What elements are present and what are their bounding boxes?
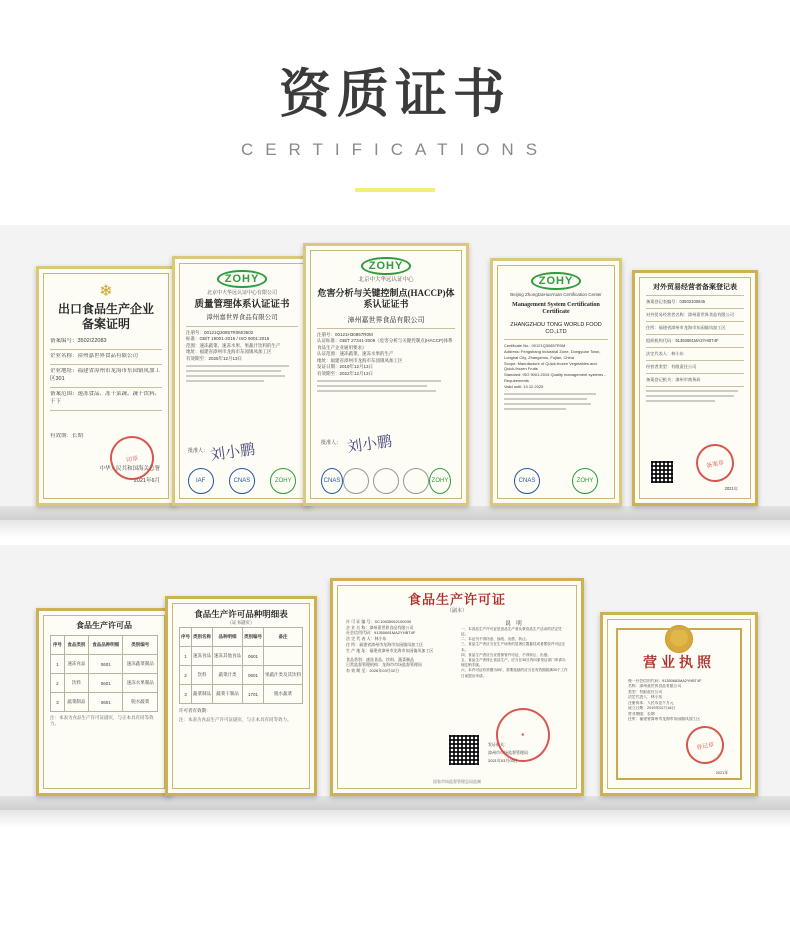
cert-title: 出口食品生产企业	[57, 302, 154, 316]
cert-title-2: 备案证明	[81, 317, 130, 331]
page-header	[0, 0, 790, 225]
dense-text-block	[646, 390, 744, 402]
certificate-management-system-en[interactable]	[490, 258, 622, 506]
table-cell	[264, 647, 303, 666]
shelf-top-shadow	[0, 520, 790, 538]
certificate-license-detail-right[interactable]	[165, 596, 317, 796]
table-header-cell: 食品类别	[64, 636, 88, 655]
table-cell: 2	[51, 674, 65, 693]
cert-field: 生 产 地 址：福建省漳州市龙海市东园镇凤加工区	[346, 647, 434, 653]
cert-field: 住 所：福建省漳州市龙海市东园镇凤加工区	[346, 641, 424, 647]
cert-line: Address: Fengshang Industrial Zone, Dongyuan Town, Longhai City, Zhangzhou, Fujian, China	[504, 348, 601, 360]
cert-title: 食品生产许可证	[407, 592, 506, 607]
cert-field: 社会信用代码：91350681MA2YHBT4F	[346, 630, 416, 636]
cert-field: 企 业 名 称：漳州嘉世界食品有限公司	[346, 624, 414, 630]
ms-mark-icon	[403, 468, 429, 494]
page-subtitle: CERTIFICATIONS	[240, 140, 550, 159]
cert-line: 备案登记表编号：03502100845	[646, 298, 706, 304]
ms-mark-icon	[343, 468, 369, 494]
cert-line: 注册号：00121Q30857R0M/3502	[186, 329, 254, 335]
ms-mark-icon	[373, 468, 399, 494]
signature: 刘小鹏	[209, 441, 257, 465]
shelf-bottom-shadow	[0, 810, 790, 828]
cert-line: 名称：漳州嘉世界食品有限公司	[628, 684, 682, 688]
certificate-business-license[interactable]	[600, 612, 758, 796]
table-header-row	[180, 628, 303, 647]
table-cell: 速冻食品	[192, 647, 213, 666]
table-header-cell: 食品品种明细	[88, 636, 123, 655]
cert-line: 法定代表人：林小东	[628, 695, 663, 699]
table-note: 注：本表为食品生产许可证副页，与正本具有同等效力。	[50, 715, 154, 727]
table-row	[51, 655, 158, 674]
customs-emblem-icon: ❄	[99, 283, 113, 300]
cert-line: 住所：福建省漳州市龙海市东园镇凤加工区	[646, 324, 726, 330]
table-cell: 1701	[243, 685, 264, 704]
notice-line: 三、食品生产者应当在生产场所的显著位置悬挂或者摆放许可证正本。	[461, 642, 566, 652]
official-seal: 印章	[106, 432, 158, 484]
notice-line: 二、本证书不得伪造、涂改、出借、转让。	[461, 637, 530, 642]
page-title: 资质证书	[278, 67, 511, 124]
cert-subtitle: （副本）	[446, 608, 467, 615]
table-row	[51, 674, 158, 693]
cert-date: 2021年	[715, 771, 728, 775]
certificate-export-food-record[interactable]	[36, 266, 176, 506]
cert-field: 食品类别：速冻食品、饮料、蔬菜制品	[346, 656, 414, 662]
management-system-marks	[343, 468, 429, 494]
table-header-cell: 类别编号	[243, 628, 264, 647]
cert-field: 企业地址：福建省漳州市龙海市东园镇凤加工区301	[50, 367, 161, 382]
cert-line: Certificate No.: 00121Q30857R0M	[504, 343, 566, 349]
cert-field: 有 效 期 至：2026年03月02日	[346, 668, 400, 674]
cert-line: Scope: Manufacture of Quick-frozen Vegetables and Quick-frozen Fruits	[504, 360, 597, 372]
table-header-row	[51, 636, 158, 655]
cert-company: 漳州嘉世界食品有限公司	[347, 316, 425, 324]
table-note: 注：本表为食品生产许可证副页，与正本具有同等效力。	[179, 717, 292, 723]
cert-line: 注册号：00121H30857R0M	[317, 331, 373, 337]
table-cell: 0601	[88, 655, 123, 674]
table-cell: 蔬菜制品	[64, 693, 88, 712]
table-header-cell: 类别名称	[192, 628, 213, 647]
table-cell: 速冻食品	[64, 655, 88, 674]
approver-label: 批准人：	[188, 448, 209, 454]
cert-line: 组织机构代码：91350681MA2YHBT4F	[646, 338, 719, 344]
cnas-badge-icon: CNAS	[229, 468, 255, 494]
accreditation-badges	[180, 468, 304, 494]
notice-line: 四、食品生产者应当妥善保管许可证，不得转让、出借。	[461, 652, 551, 657]
table-cell: 饮料	[64, 674, 88, 693]
table-cell: 速冻蔬菜制品	[123, 655, 158, 674]
certificate-foreign-trade-registration[interactable]	[632, 270, 758, 506]
cert-title: 危害分析与关键控制点(HACCP)体系认证证书	[317, 288, 455, 310]
cert-title: 食品生产许可品	[76, 621, 132, 630]
cert-field: 法 定 代 表 人：林小东	[346, 636, 387, 642]
certificate-haccp[interactable]	[303, 243, 469, 506]
seal-star-icon: ★	[520, 731, 526, 739]
cert-validity: 有效期：长期	[50, 432, 84, 439]
cnas-badge-icon: CNAS	[514, 468, 540, 494]
accreditation-badges	[311, 468, 461, 494]
table-cell: 饮料	[192, 666, 213, 685]
cert-subtitle: （证书副页）	[227, 619, 255, 625]
issuing-org: 北京中大华远认证中心有限公司	[206, 290, 277, 296]
qr-code	[448, 734, 480, 766]
cert-title: 营业执照	[643, 656, 715, 671]
cert-line: 统一社会信用代码：91350681MA2YHBT4F	[628, 678, 702, 683]
cert-company: ZHANGZHOU TONG WORLD FOOD CO.,LTD	[510, 321, 602, 335]
cert-line: Standard: ISO 9001:2015 Quality management systems - Requirements	[504, 372, 606, 383]
license-items-table	[179, 627, 303, 704]
cert-field: 备案编号：3502/22083	[50, 338, 107, 344]
cert-line: 认证标准：GB/T 27341-2009《危害分析与关键控制点(HACCP)体系 食品生产企业通用要求》	[317, 338, 453, 350]
cert-line: 发证日期：2019年12月13日	[317, 364, 374, 370]
license-items-table	[50, 635, 158, 712]
table-cell: 3	[180, 685, 192, 704]
cert-line: 注册资本：人民币壹千万元	[628, 700, 674, 705]
cert-line: 法定代表人：林小东	[646, 351, 684, 357]
certificate-quality-management-system[interactable]	[172, 256, 312, 506]
accreditation-badges	[498, 468, 614, 494]
certificate-food-production-license[interactable]	[330, 578, 584, 796]
dense-text-block	[186, 365, 298, 382]
table-cell: 蔬菜制品	[192, 685, 213, 704]
cnas-badge-icon: CNAS	[321, 468, 343, 494]
table-cell: 果蔬汁类及其饮料	[264, 666, 303, 685]
table-cell: 速冻其他食品	[213, 647, 243, 666]
table-row	[180, 647, 303, 666]
iaf-badge-icon: IAF	[188, 468, 214, 494]
table-cell: 3	[51, 693, 65, 712]
cert-line: 认证范围：速冻蔬菜、速冻水果的生产	[317, 351, 394, 357]
table-cell: 蔬菜汁类	[213, 666, 243, 685]
cert-line: 营业期限：长期	[628, 711, 655, 716]
cert-title: 食品生产许可品种明细表	[194, 609, 288, 619]
cert-line: 有效期至：2025年12月13日	[186, 355, 243, 361]
table-cell: 0601	[88, 693, 123, 712]
shelf-bottom	[0, 796, 790, 810]
notice-line: 一、本食品生产许可证是食品生产者从事食品生产活动的法定凭证。	[461, 626, 562, 636]
holder-label: 许可者有效期：	[179, 708, 211, 714]
issuer-label: 发证机关：	[488, 742, 508, 747]
cert-title: 质量管理体系认证证书	[194, 299, 290, 310]
table-cell: 0601	[88, 674, 123, 693]
table-cell: 蔬菜干制品	[213, 685, 243, 704]
signature: 刘小鹏	[346, 433, 394, 457]
official-seal: 备案章	[692, 440, 737, 485]
table-header-cell: 备注	[264, 628, 303, 647]
table-cell: 1	[180, 647, 192, 666]
qr-code	[650, 460, 674, 484]
cert-date: 2021年6月	[133, 478, 160, 484]
dense-text-block	[317, 380, 455, 392]
notice-title: 说 明	[505, 620, 524, 627]
zohy-logo-icon: ZOHY	[186, 269, 298, 288]
cert-line: 范围：速冻蔬菜、速冻水果、果蔬汁饮料的生产	[186, 342, 281, 348]
cert-line: 地址：福建省漳州市龙海市东园镇凤加工区	[186, 349, 272, 355]
cert-line: 有效期至：2022年12月13日	[317, 370, 374, 376]
cert-line: 成立日期：2019年02月18日	[628, 706, 676, 710]
table-cell: 0601	[243, 647, 264, 666]
zohy-badge-icon: ZOHY	[572, 468, 598, 494]
cert-date: 2021年	[724, 486, 738, 491]
table-row	[51, 693, 158, 712]
table-cell: 1	[51, 655, 65, 674]
dense-text-block	[504, 393, 608, 410]
table-cell: 2	[180, 666, 192, 685]
cert-company: 漳州嘉世界食品有限公司	[206, 314, 278, 322]
official-seal: 登记章	[682, 722, 727, 767]
cert-footer: 国家市场监督管理总局监制	[433, 779, 481, 784]
table-cell: 0601	[243, 666, 264, 685]
zohy-logo-icon: ZOHY	[504, 271, 608, 290]
cert-field: 企业名称：漳州嘉世界食品有限公司	[50, 352, 139, 359]
notice-line: 五、食品生产者终止食品生产，应当在30日内向原发证部门申请办理注销手续。	[461, 657, 566, 668]
cert-title: 对外贸易经营者备案登记表	[653, 283, 737, 291]
cert-line: 经营者类型：有限责任公司	[646, 364, 697, 370]
cert-line: Valid until: 13.12.2025	[504, 383, 544, 389]
approver-label: 批准人：	[321, 440, 342, 446]
table-cell: 速冻水果制品	[123, 674, 158, 693]
cert-field: 备案范围：速冻食品、冻干菜蔬、蔬干饮料、干下	[50, 390, 161, 405]
table-header-cell: 序号	[51, 636, 65, 655]
table-header-cell: 类别编号	[123, 636, 158, 655]
zohy-logo-icon: ZOHY	[317, 256, 455, 275]
cert-field: 日常监督管理机构：龙海市市场监督管理局	[346, 662, 422, 668]
license-body	[346, 619, 568, 679]
cert-line: 备案登记机关：漳州市商务局	[646, 377, 701, 383]
issuer-name: 漳州市市场监督管理局	[488, 750, 528, 755]
cert-line: 住所：福建省漳州市龙海市东园镇凤加工区	[628, 717, 701, 721]
table-header-cell: 序号	[180, 628, 192, 647]
issuing-org: Beijing ZhongDaHuaYuan Certification Center	[510, 292, 602, 297]
cert-line: 类型：有限责任公司	[628, 689, 663, 694]
notice-line: 六、本许可证有效期为5年，需要延续的应当在有效期届满30个工作日前提出申请。	[461, 668, 568, 678]
license-fields	[346, 619, 453, 679]
title-divider	[355, 188, 435, 192]
table-row	[180, 666, 303, 685]
cert-line: 对外贸易经营者名称：漳州嘉世界食品有限公司	[646, 311, 734, 317]
table-header-cell: 品种明细	[213, 628, 243, 647]
table-cell: 脱水蔬菜	[123, 693, 158, 712]
cert-title: Management System Certification Certificate	[512, 301, 600, 316]
issue-date: 2021年03月03日	[488, 758, 518, 763]
cert-issuer: 中华人民共和国海关总署	[99, 466, 160, 472]
zohy-badge-icon: ZOHY	[270, 468, 296, 494]
certificate-license-detail-left[interactable]	[36, 608, 172, 796]
license-notice	[461, 619, 568, 679]
cert-line: 标准：GB/T 19001-2016 / ISO 9001:2015	[186, 336, 270, 342]
zohy-badge-icon: ZOHY	[429, 468, 451, 494]
cert-field: 许 可 证 编 号：SC10635062100030	[346, 618, 412, 624]
issuing-org: 北京中大华远认证中心	[358, 277, 414, 283]
business-license-fields	[614, 679, 744, 723]
cert-line: 地址：福建省漳州市龙海市东园镇凤加工区	[317, 357, 403, 363]
shelf-top	[0, 506, 790, 520]
table-cell: 脱水蔬菜	[264, 685, 303, 704]
table-row	[180, 685, 303, 704]
